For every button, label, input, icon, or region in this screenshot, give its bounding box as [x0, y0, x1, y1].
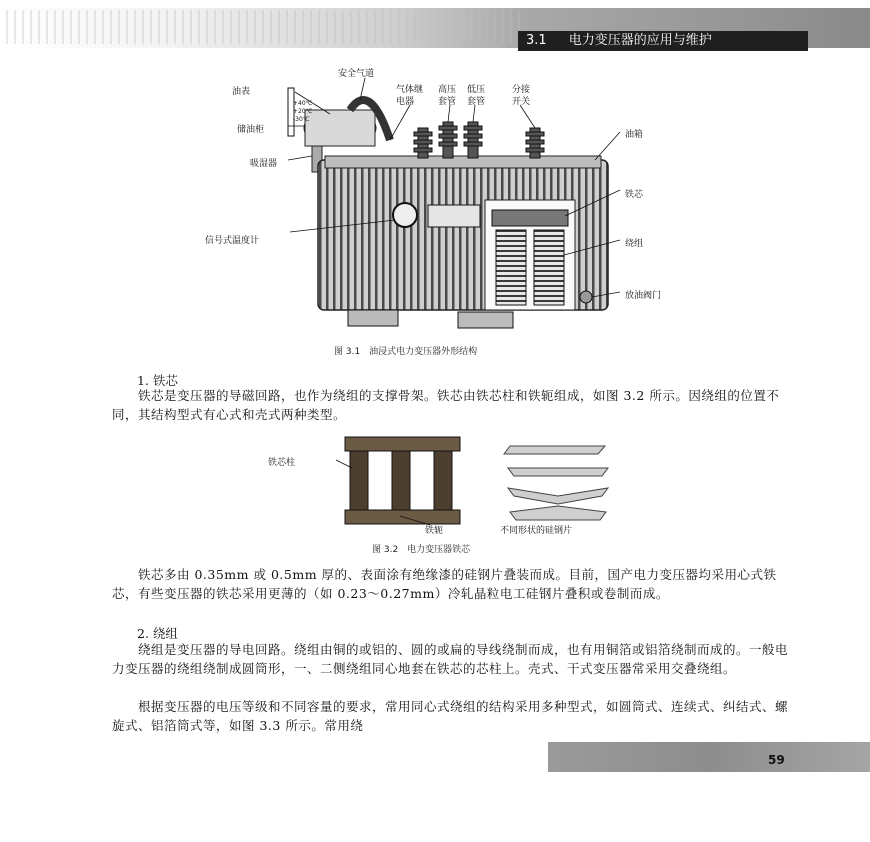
label-oil-gauge: 油表: [232, 87, 251, 97]
section2-paragraph-1: 绕组是变压器的导电回路。绕组由铜的或铝的、圆的或扁的导线绕制而成，也有用铜箔或铝箔绕制而成的。一般电力变压器的绕组绕制成圆筒形，一、二侧绕组同心地套在铁芯的芯柱上。壳式、干式变压器常采用交叠绕组。: [112, 642, 789, 676]
figure1-caption: 图 3.1 油浸式电力变压器外形结构: [334, 347, 478, 357]
label-yoke: 铁轭: [425, 526, 444, 536]
label-breather: 吸湿器: [250, 159, 278, 169]
label-temp-1: +40℃: [293, 100, 313, 107]
label-drain-valve: 放油阀门: [625, 291, 662, 301]
figure2-caption: 图 3.2 电力变压器铁芯: [372, 545, 471, 555]
label-oil-tank: 油箱: [625, 130, 644, 140]
label-winding: 绕组: [625, 239, 644, 249]
label-temp-3: -30℃: [293, 116, 310, 123]
label-core-limb: 铁芯柱: [268, 458, 296, 468]
label-temp-2: +20℃: [293, 108, 313, 115]
page-number: 59: [768, 753, 785, 767]
label-thermometer: 信号式温度计: [205, 236, 260, 246]
section-header: [518, 31, 808, 51]
section-number: 3.1: [526, 33, 547, 48]
label-gas-relay: 气体继电器: [396, 85, 424, 107]
core-illustration: [330, 432, 630, 532]
section2-paragraph-2: 根据变压器的电压等级和不同容量的要求，常用同心式绕组的结构采用多种型式，如圆筒式、连续式、纠结式、螺旋式、铝箔筒式等，如图 3.3 所示。常用绕: [112, 699, 789, 733]
section2-heading: 2. 绕组: [137, 626, 178, 641]
section1-paragraph-2: 铁芯多由 0.35mm 或 0.5mm 厚的、表面涂有绝缘漆的硅钢片叠装而成。目前，国产电力变压器均采用心式铁芯，有些变压器的铁芯采用更薄的（如 0.23～0.27mm）冷轧晶粒电工硅钢片叠积或卷制而成。: [112, 567, 777, 601]
footer-band: [548, 742, 870, 772]
label-conservator: 储油柜: [237, 125, 265, 135]
section1-heading: 1. 铁芯: [137, 373, 178, 388]
section-title: 电力变压器的应用与维护: [568, 33, 712, 48]
label-safety-airway: 安全气道: [338, 69, 375, 79]
header-pattern: [0, 10, 520, 44]
label-core: 铁芯: [625, 190, 644, 200]
label-tap-changer: 分接开关: [512, 85, 531, 107]
label-hv-bushing: 高压套管: [438, 85, 457, 107]
label-lv-bushing: 低压套管: [467, 85, 486, 107]
section1-paragraph: 铁芯是变压器的导磁回路，也作为绕组的支撑骨架。铁芯由铁芯柱和铁轭组成，如图 3.2 所示。因绕组的位置不同，其结构型式有心式和壳式两种类型。: [112, 388, 780, 422]
label-laminations: 不同形状的硅钢片: [500, 526, 573, 536]
